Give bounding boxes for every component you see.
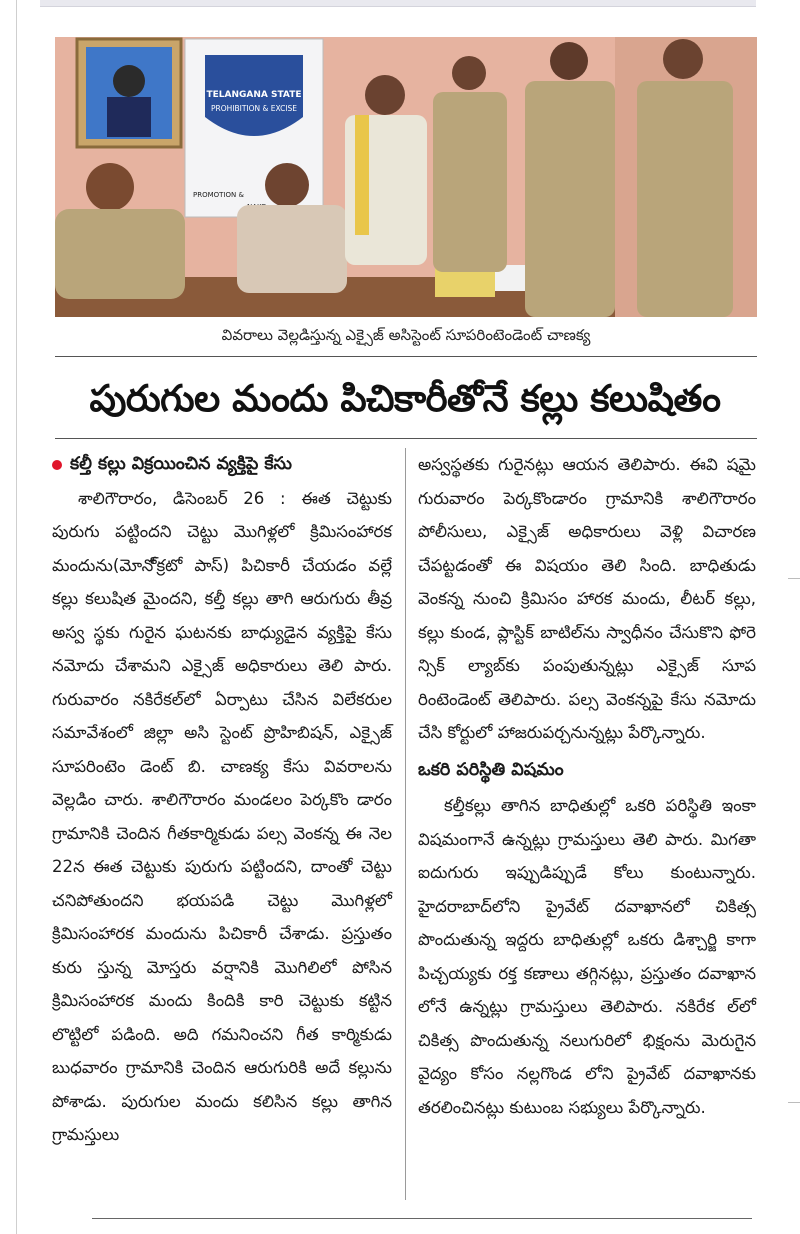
left-subhead [52,448,392,482]
top-strip [40,0,756,7]
left-subhead-text: కల్తీ కల్లు విక్రయించిన వ్యక్తిపై కేసు [70,454,292,474]
badge-line-1: TELANGANA STATE [206,90,302,100]
badge-line-2: PROHIBITION & EXCISE [210,104,298,113]
column-divider [405,448,406,1200]
news-photo-illustration [55,37,757,317]
article-column-right [418,448,756,1124]
right-subhead: ఒకరి పరిస్థితి విషమం [418,759,564,780]
article-column-left [52,448,392,1152]
page-margin-rule [16,0,17,1234]
standing-officer [525,42,615,317]
headline-rule [55,438,757,439]
right-paragraph-1: అస్వస్థతకు గురైనట్లు ఆయన తెలిపారు. ఈవి షమై గురువారం పెర్కకొండారం గ్రామానికి శాలిగౌరారం పోలీసులు, ఎక్సైజ్ అధికారులు వెళ్లి విచారణ చేపట్టడంతో ఈ విషయం తెలి సింది. బాధితుడు వెంకన్న నుంచి క్రిమిసం హారక మందు, లీటర్ కల్లు, కల్లు కుండ, ప్లాస్టిక్ బాటిల్‌ను స్వాధీనం చేసుకొని ఫోరె న్సిక్ ల్యాబ్‌కు పంపుతున్నట్లు ఎక్సైజ్ సూప రింటెండెంట్ తెలిపారు. పల్స వెంకన్నపై కేసు నమోదు చేసి కోర్టులో హాజరుపర్చనున్నట్లు పేర్కొన్నారు. [418,455,756,742]
headline: పురుగుల మందు పిచికారీతోనే కల్లు కలుషితం [89,377,721,420]
margin-tick [788,578,800,579]
bottom-rule [92,1218,752,1219]
framed-portrait [77,39,181,147]
red-bullet-icon [52,460,62,470]
news-photo [55,37,757,317]
caption-rule [55,356,757,357]
board-line-1: PROMOTION & [193,191,244,199]
left-paragraph: శాలిగౌరారం, డిసెంబర్ 26 : ఈత చెట్టుకు పురుగు పట్టిందని చెట్టు మొగిళ్లలో క్రిమిసంహారక మందును(మోనో్క్రటో పాస్) పిచికారీ చేయడం వల్లే కల్లు కలుషిత మైందని, కల్తీ కల్లు తాగి ఆరుగురు తీవ్ర అస్వ స్థకు గురైన ఘటనకు బాధ్యుడైన వ్యక్తిపై కేసు నమోదు చేశామని ఎక్సైజ్ అధికారులు తెలి పారు. గురువారం నకిరేకల్‌లో ఏర్పాటు చేసిన విలేకరుల సమావేశంలో జిల్లా అసి స్టెంట్ ప్రొహిబిషన్, ఎక్సైజ్ సూపరింటెం డెంట్ బి. చాణక్య కేసు వివరాలను వెల్లడిం చారు. శాలిగౌరారం మండలం పెర్కకొం డారం గ్రామానికి చెందిన గీతకార్మికుడు పల్స వెంకన్న ఈ నెల 22న ఈత చెట్టుకు పురుగు పట్టిందని, దాంతో చెట్టు చనిపోతుందని భయపడి చెట్టు మొగిళ్లలో క్రిమిసంహారక మందును పిచికారీ చేశాడు. ప్రస్తుతం కురు స్తున్న మోస్తరు వర్షానికి మొగిలిలో పోసిన క్రిమిసంహారక మందు కిందికి కారి చెట్టుకు కట్టిన లొట్టిలో పడింది. అది గమనించని గీత కార్మికుడు బుధవారం గ్రామానికి చెందిన ఆరుగురికి అదే కల్లును పోశాడు. పురుగుల మందు కలిసిన కల్లు తాగిన గ్రామస్తులు [52,488,392,1144]
margin-tick [788,1102,800,1103]
photo-caption: వివరాలు వెల్లడిస్తున్న ఎక్సైజ్ అసిస్టెంట్ సూపరింటెండెంట్ చాణక్య [221,326,591,344]
right-paragraph-2: కల్తీకల్లు తాగిన బాధితుల్లో ఒకరి పరిస్థితి ఇంకా విషమంగానే ఉన్నట్లు గ్రామస్తులు తెలి పారు. మిగతా ఐదుగురు ఇప్పుడిప్పుడే కోలు కుంటున్నారు. హైదరాబాద్‌లోని ప్రైవేట్ దవాఖానలో చికిత్స పొందుతున్న ఇద్దరు బాధితుల్లో ఒకరు డిశ్చార్జి కాగా పిచ్చయ్యకు రక్త కణాలు తగ్గినట్లు, ప్రస్తుతం దవాఖాన లోనే ఉన్నట్లు గ్రామస్తులు తెలిపారు. నకిరేక ల్‌లో చికిత్స పొందుతున్న నలుగురిలో భిక్షంను మెరుగైన వైద్యం కోసం నల్లగొండ లోని ప్రైవేట్ దవాఖానకు తరలించినట్లు కుటుంబ సభ్యులు పేర్కొన్నారు. [418,796,756,1117]
